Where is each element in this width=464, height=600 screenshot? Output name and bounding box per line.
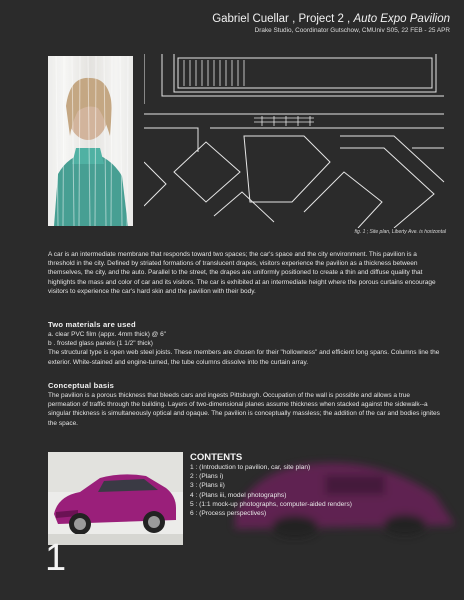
contents-title: CONTENTS — [190, 452, 243, 463]
material-a: a. clear PVC film (appx. 4mm thick) @ 6" — [48, 331, 166, 338]
page-header — [212, 12, 450, 35]
conceptual-text: The pavilion is a porous thickness that bleeds cars and ingests Pittsburgh. Occupation of the wall is possible and allows a true permeation of traffic through the building. Layers of two-dimensional planes assume thickness when stacked against the sidewalk--a singular thickness is simultaneously optical and opaque. The pavilion is conceptually massless; the addition of the car and bodies ignites the space. — [48, 392, 440, 427]
contents-item: 3 : (Plans ii) — [190, 482, 225, 490]
figure-caption: fig. 1 ; Site plan, Liberty Ave. is horizontal — [354, 229, 446, 235]
site-plan-drawing — [144, 52, 446, 228]
intro-text: A car is an intermediate membrane that responds toward two spaces; the car's space and the city environment. This pavilion is a threshold in the city. Defined by striated formations of translucent drapes, visitors experience the pavilion as a thickness between themselves, the city, and the auto. Parallel to the street, the drapes are uniformly positioned to create a thin and diffuse quality that highlights the mass and color of car and its visitors. The car is exhibited at an intermediate height where the porous curtains encourage visitors to experience the car's hard skin and the pavilion with their body. — [48, 251, 436, 295]
project-subtitle: Drake Studio, Coordinator Gutschow, CMUniv S05, 22 FEB - 25 APR — [254, 27, 450, 34]
intro-paragraph — [48, 250, 443, 296]
contents-item: 1 : (Introduction to pavilion, car, site plan) — [190, 464, 311, 471]
conceptual-section — [48, 381, 443, 428]
contents-list — [190, 452, 352, 518]
material-b: b . frosted glass panels (1 1/2" thick) — [48, 340, 153, 348]
project-title — [212, 12, 450, 26]
contents-item: 4 : (Plans iii, model photographs) — [190, 491, 287, 499]
curtain-portrait-photo — [48, 56, 133, 226]
contents-item: 5 : (1:1 mock-up photographs, computer-aided renders) — [190, 500, 352, 508]
contents-item: 2 : (Plans i) — [190, 473, 224, 481]
page-number: 1 — [45, 537, 67, 579]
contents-item: 6 : (Process perspectives) — [190, 510, 267, 518]
materials-text: The structural type is open web steel joists. These members are chosen for their "hollowness" and efficient long spans. Columns line the exterior. White-stained and engine-turned, the tube columns dissolve into the curtain array. — [48, 349, 440, 366]
car-photo — [48, 452, 183, 545]
materials-section — [48, 320, 443, 367]
conceptual-heading: Conceptual basis — [48, 381, 115, 390]
title-prefix: Gabriel Cuellar , Project 2 , — [212, 13, 351, 25]
materials-heading: Two materials are used — [48, 320, 136, 329]
title-italic: Auto Expo Pavilion — [353, 13, 450, 25]
